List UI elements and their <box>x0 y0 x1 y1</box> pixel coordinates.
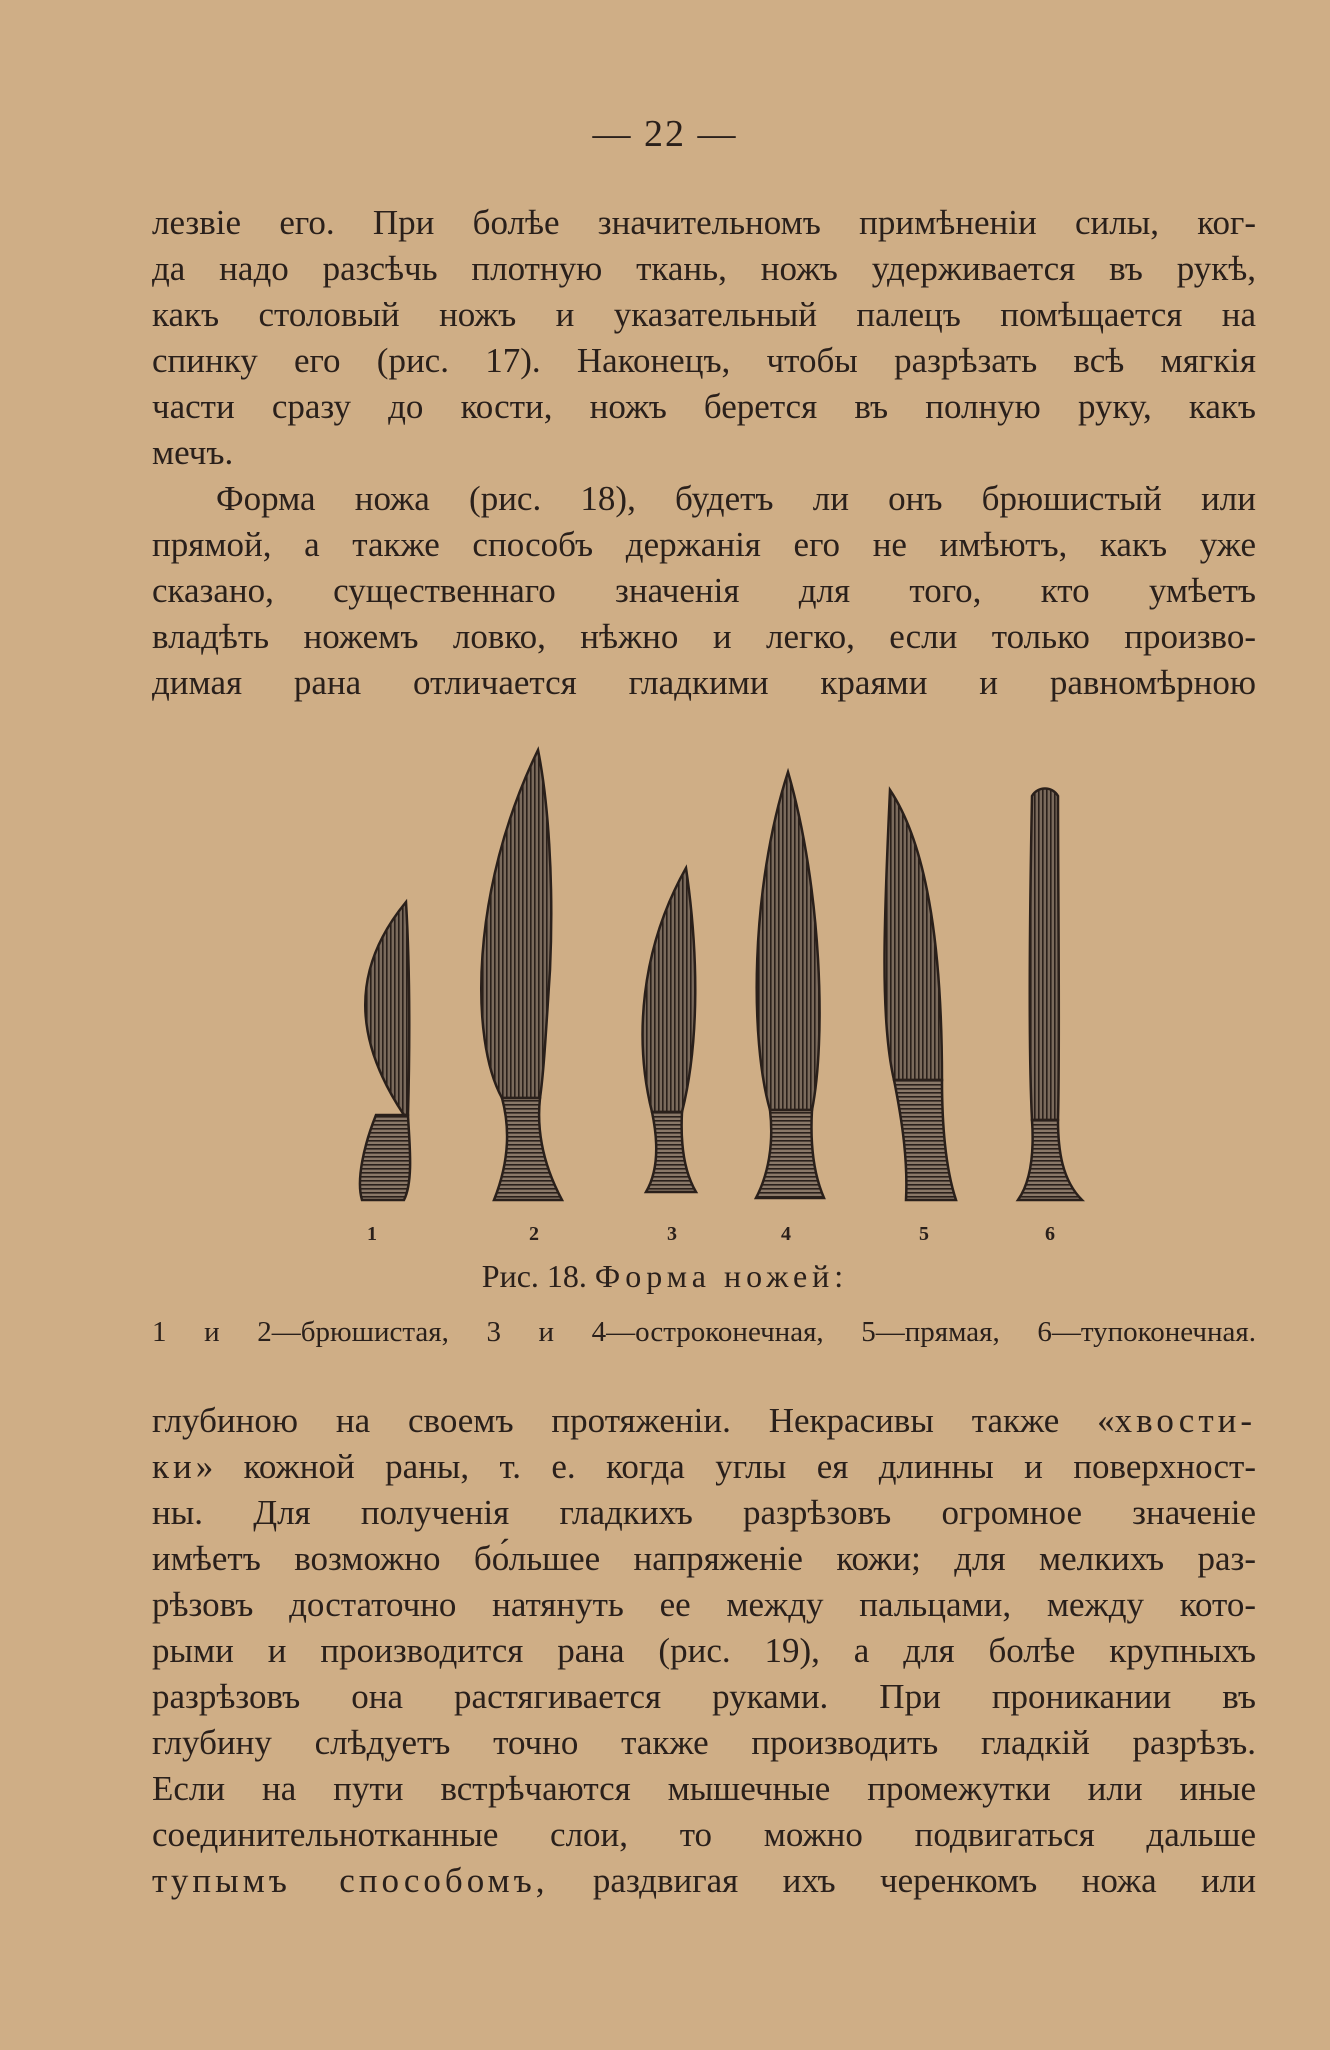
text-block-bottom <box>152 1398 1256 1904</box>
text-line: разрѣзовъ она растягивается руками. При проникании въ <box>152 1677 1256 1716</box>
text-line: имѣетъ возможно бо́льшее напряженіе кожи; для мелкихъ раз- <box>152 1539 1256 1578</box>
text-line: какъ столовый ножъ и указательный палецъ помѣщается на <box>152 295 1256 334</box>
text-line: соединительнотканные слои, то можно подвигаться дальше <box>152 1815 1256 1854</box>
page-number: — 22 — <box>592 113 738 155</box>
text-segment: » кожной раны, т. е. когда углы ея длинны и поверхност- <box>195 1447 1256 1486</box>
knife-4-illustration <box>756 772 824 1198</box>
text-segment: раздвигая ихъ черенкомъ ножа или <box>548 1861 1256 1900</box>
text-segment-spaced: ки <box>152 1447 196 1486</box>
knife-2-illustration <box>481 750 562 1200</box>
text-line: прямой, а также способъ держанія его не имѣютъ, какъ уже <box>152 525 1256 564</box>
knife-6-illustration <box>1018 789 1082 1201</box>
knife-label-5: 5 <box>919 1223 929 1245</box>
figure-caption-title <box>0 1256 1330 1296</box>
knife-label-1: 1 <box>367 1223 377 1245</box>
text-block-top <box>152 200 1256 706</box>
text-line: рѣзовъ достаточно натянуть ее между пальцами, между кото- <box>152 1585 1256 1624</box>
knife-label-3: 3 <box>667 1223 677 1245</box>
caption-prefix: Рис. 18. <box>481 1258 587 1294</box>
figure-caption-description: 1 и 2—брюшистая, 3 и 4—остроконечная, 5—прямая, 6—тупоконечная. <box>152 1316 1256 1348</box>
text-line <box>152 1858 1256 1904</box>
text-line: димая рана отличается гладкими краями и равномѣрною <box>152 663 1256 702</box>
knife-shapes-figure <box>330 740 1110 1250</box>
text-line: ны. Для полученія гладкихъ разрѣзовъ огромное значеніе <box>152 1493 1256 1532</box>
knife-label-6: 6 <box>1045 1223 1055 1245</box>
text-line: рыми и производится рана (рис. 19), а для болѣе крупныхъ <box>152 1631 1256 1670</box>
knife-1-illustration <box>360 902 410 1200</box>
text-line: глубину слѣдуетъ точно также производить гладкій разрѣзъ. <box>152 1723 1256 1762</box>
knife-label-4: 4 <box>781 1223 791 1245</box>
text-line: Форма ножа (рис. 18), будетъ ли онъ брюшистый или <box>216 479 1256 518</box>
text-line: части сразу до кости, ножъ берется въ полную руку, какъ <box>152 387 1256 426</box>
text-segment-spaced: хвости- <box>1114 1401 1256 1440</box>
text-line: спинку его (рис. 17). Наконецъ, чтобы разрѣзать всѣ мягкія <box>152 341 1256 380</box>
text-line: Если на пути встрѣчаются мышечные промежутки или иные <box>152 1769 1256 1808</box>
knife-5-illustration <box>885 790 957 1200</box>
text-line: да надо разсѣчь плотную ткань, ножъ удерживается въ рукѣ, <box>152 249 1256 288</box>
text-line: сказано, существеннаго значенія для того, кто умѣетъ <box>152 571 1256 610</box>
knife-3-illustration <box>643 868 696 1192</box>
text-line: лезвіе его. При болѣе значительномъ примѣненіи силы, ког- <box>152 203 1256 242</box>
text-line <box>152 1398 1256 1444</box>
text-segment-spaced: тупымъ способомъ, <box>152 1861 549 1900</box>
text-segment: глубиною на своемъ протяженіи. Некрасивы также « <box>152 1401 1115 1440</box>
caption-spaced: Форма ножей: <box>594 1258 849 1294</box>
text-line <box>152 1444 1256 1490</box>
text-line: владѣть ножемъ ловко, нѣжно и легко, если только произво- <box>152 617 1256 656</box>
text-line: мечъ. <box>152 433 234 472</box>
knife-label-2: 2 <box>529 1223 539 1245</box>
